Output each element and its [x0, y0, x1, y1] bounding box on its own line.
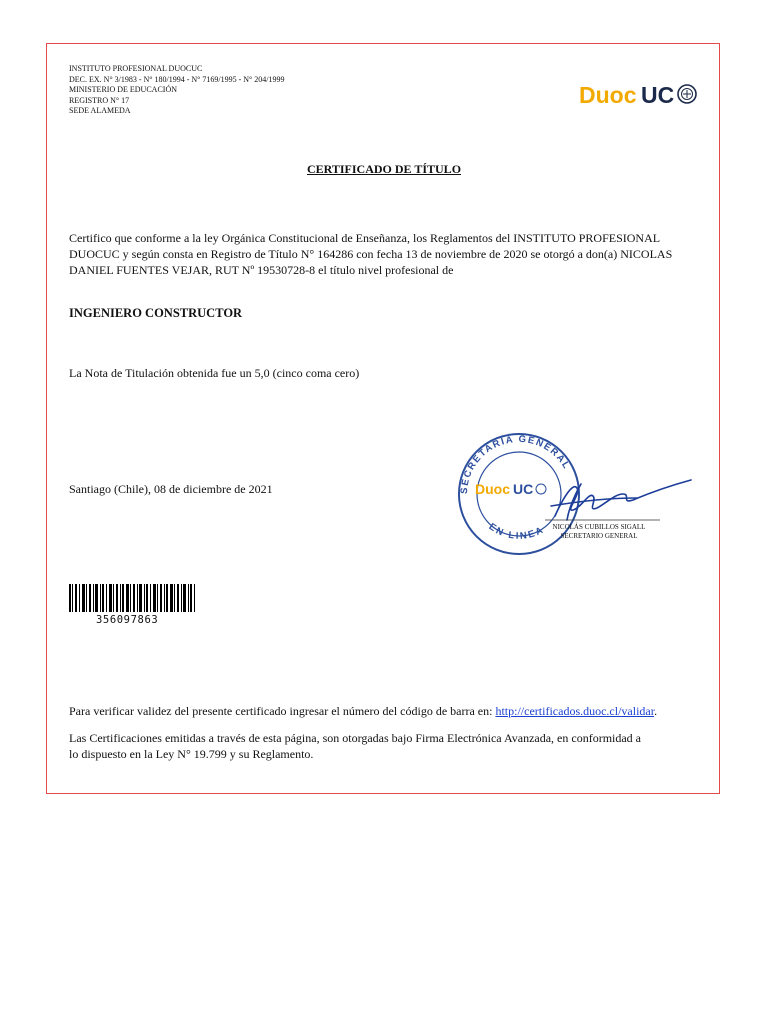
verify-text: Para verificar validez del presente certificado ingresar el número del código de barra en: — [69, 704, 496, 718]
official-seal-and-signature — [455, 428, 700, 558]
seal-ring-bottom-text: EN LINEA — [486, 521, 547, 542]
header-line: INSTITUTO PROFESIONAL DUOCUC — [69, 64, 203, 73]
barcode-bars-icon — [69, 584, 199, 614]
paragraph-line: DANIEL FUENTES VEJAR, RUT Nº 19530728-8 el título nivel profesional de — [69, 263, 454, 277]
signer-title: SECRETARIO GENERAL — [560, 532, 638, 540]
verify-link[interactable]: http://certificados.duoc.cl/validar — [495, 704, 655, 718]
header-line: REGISTRO N° 17 — [69, 95, 130, 105]
svg-text:EN LINEA — [487, 521, 547, 542]
signer-name: NICOLÁS CUBILLOS SIGALL — [552, 523, 646, 531]
barcode-number: 356097863 — [96, 614, 159, 626]
header-line: MINISTERIO DE EDUCACIÓN — [69, 85, 177, 95]
paragraph-line: DUOCUC y según consta en Registro de Título N° 164286 con fecha 13 de noviembre de 2020 se otorgó a don(a) NICOLAS — [69, 247, 673, 261]
degree-title: INGENIERO CONSTRUCTOR — [69, 306, 243, 320]
legal-line: Las Certificaciones emitidas a través de esta página, son otorgadas bajo Firma Electrónica Avanzada, en conformidad a — [69, 731, 642, 745]
certificate-title: CERTIFICADO DE TÍTULO — [306, 162, 462, 176]
logo-text-uc: UC — [641, 82, 675, 108]
certificate-frame — [46, 43, 720, 794]
grade-statement: La Nota de Titulación obtenida fue un 5,0 (cinco coma cero) — [69, 366, 360, 380]
duocuc-logo — [579, 80, 697, 108]
logo-text-duoc: Duoc — [579, 82, 637, 108]
paragraph-line: Certifico que conforme a la ley Orgánica Constitucional de Enseñanza, los Reglamentos del INSTITUTO PROFESIONAL — [69, 231, 661, 245]
logo-crest-icon — [678, 85, 696, 103]
place-and-date: Santiago (Chile), 08 de diciembre de 2021 — [69, 482, 273, 496]
legal-notice — [69, 730, 669, 762]
certification-paragraph — [69, 230, 699, 278]
handwritten-signature-icon — [551, 480, 691, 520]
seal-ring-top-text: SECRETARIA GENERAL — [458, 433, 573, 495]
header-line: SEDE ALAMEDA — [69, 106, 131, 116]
header-line: DEC. EX. N° 3/1983 - N° 180/1994 - N° 7169/1995 - N° 204/1999 — [69, 74, 285, 84]
institution-header — [69, 64, 284, 117]
seal-logo-duoc: Duoc — [475, 481, 510, 497]
legal-line: lo dispuesto en la Ley N° 19.799 y su Reglamento. — [69, 747, 314, 761]
barcode — [69, 584, 199, 614]
verification-instructions — [69, 704, 657, 719]
verify-suffix: . — [654, 704, 658, 718]
seal-logo-uc: UC — [513, 481, 534, 497]
